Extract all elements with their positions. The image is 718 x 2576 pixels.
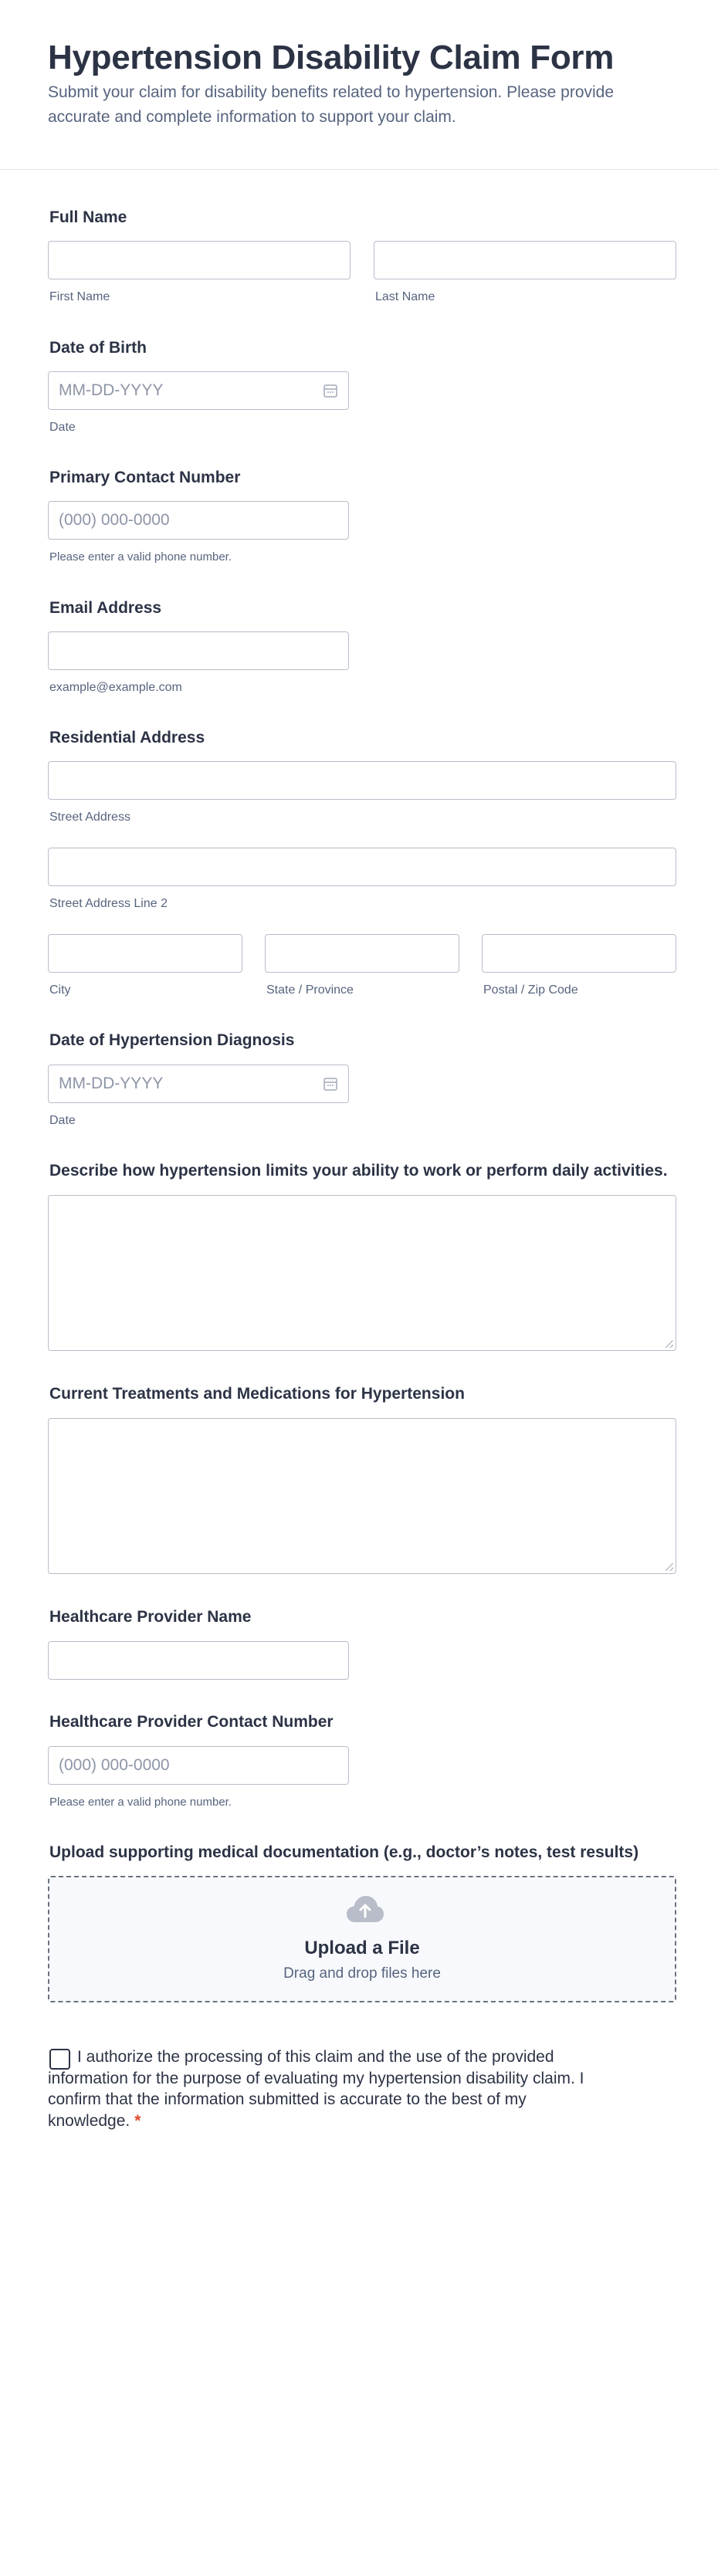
upload-title: Upload a File: [304, 1938, 420, 1958]
provider-phone-label: Healthcare Provider Contact Number: [49, 1713, 334, 1731]
calendar-icon[interactable]: [323, 1078, 337, 1091]
provider-phone-placeholder: (000) 000-0000: [59, 1756, 170, 1774]
email-label: Email Address: [49, 599, 162, 617]
treatments-textarea[interactable]: [48, 1418, 676, 1574]
cloud-upload-icon: [346, 1894, 384, 1924]
diagnosis-date-label: Date of Hypertension Diagnosis: [49, 1031, 295, 1049]
last-name-sublabel: Last Name: [375, 290, 435, 303]
treatments-label: Current Treatments and Medications for Hypertension: [49, 1385, 465, 1403]
form-header: [0, 0, 718, 170]
upload-label: Upload supporting medical documentation (e.g., doctor’s notes, test results): [49, 1843, 639, 1861]
calendar-icon[interactable]: [323, 384, 337, 398]
state-sublabel: State / Province: [266, 983, 354, 997]
first-name-sublabel: First Name: [49, 290, 110, 303]
primary-phone-input[interactable]: [48, 501, 349, 540]
diagnosis-date-placeholder: MM-DD-YYYY: [59, 1075, 164, 1092]
form-title: Hypertension Disability Claim Form: [48, 39, 615, 76]
limitations-label: Describe how hypertension limits your ability to work or perform daily activities.: [49, 1162, 668, 1180]
provider-name-input[interactable]: [48, 1641, 349, 1680]
diagnosis-date-sublabel: Date: [49, 1114, 76, 1127]
street-address-line2-input[interactable]: [48, 848, 676, 886]
email-sublabel: example@example.com: [49, 681, 182, 694]
dob-placeholder: MM-DD-YYYY: [59, 381, 164, 399]
primary-phone-placeholder: (000) 000-0000: [59, 511, 170, 529]
state-input[interactable]: [265, 934, 459, 973]
required-asterisk: *: [134, 2111, 141, 2130]
provider-phone-input[interactable]: [48, 1746, 349, 1785]
full-name-label: Full Name: [49, 208, 127, 226]
postal-code-input[interactable]: [482, 934, 676, 973]
diagnosis-date-input[interactable]: [48, 1065, 349, 1103]
upload-subtitle: Drag and drop files here: [283, 1965, 441, 1982]
resize-handle[interactable]: [666, 1340, 673, 1348]
provider-name-label: Healthcare Provider Name: [49, 1608, 252, 1626]
city-sublabel: City: [49, 983, 71, 997]
first-name-input[interactable]: [48, 241, 351, 279]
address-label: Residential Address: [49, 729, 205, 746]
city-input[interactable]: [48, 934, 242, 973]
consent-label: I authorize the processing of this claim and the use of the provided information for the purpose of evaluating my hypertension disability claim. I confirm that the information submitted is accurate to the best of my knowledge.: [48, 2048, 584, 2130]
dob-sublabel: Date: [49, 421, 76, 434]
dob-input[interactable]: [48, 371, 349, 410]
last-name-input[interactable]: [374, 241, 676, 279]
street-address-sublabel: Street Address: [49, 811, 130, 824]
consent-text: [48, 2046, 619, 2131]
street-address-input[interactable]: [48, 761, 676, 800]
resize-handle[interactable]: [666, 1563, 673, 1571]
postal-code-sublabel: Postal / Zip Code: [483, 983, 578, 997]
primary-phone-label: Primary Contact Number: [49, 469, 241, 486]
email-input[interactable]: [48, 631, 349, 670]
form-subtitle: Submit your claim for disability benefits related to hypertension. Please provide accurate and complete information to support your claim.: [48, 83, 615, 126]
street-address-line2-sublabel: Street Address Line 2: [49, 897, 168, 910]
provider-phone-sublabel: Please enter a valid phone number.: [49, 1796, 232, 1809]
dob-label: Date of Birth: [49, 339, 147, 357]
file-upload-dropzone[interactable]: [48, 1876, 676, 2002]
primary-phone-sublabel: Please enter a valid phone number.: [49, 550, 232, 564]
limitations-textarea[interactable]: [48, 1195, 676, 1351]
